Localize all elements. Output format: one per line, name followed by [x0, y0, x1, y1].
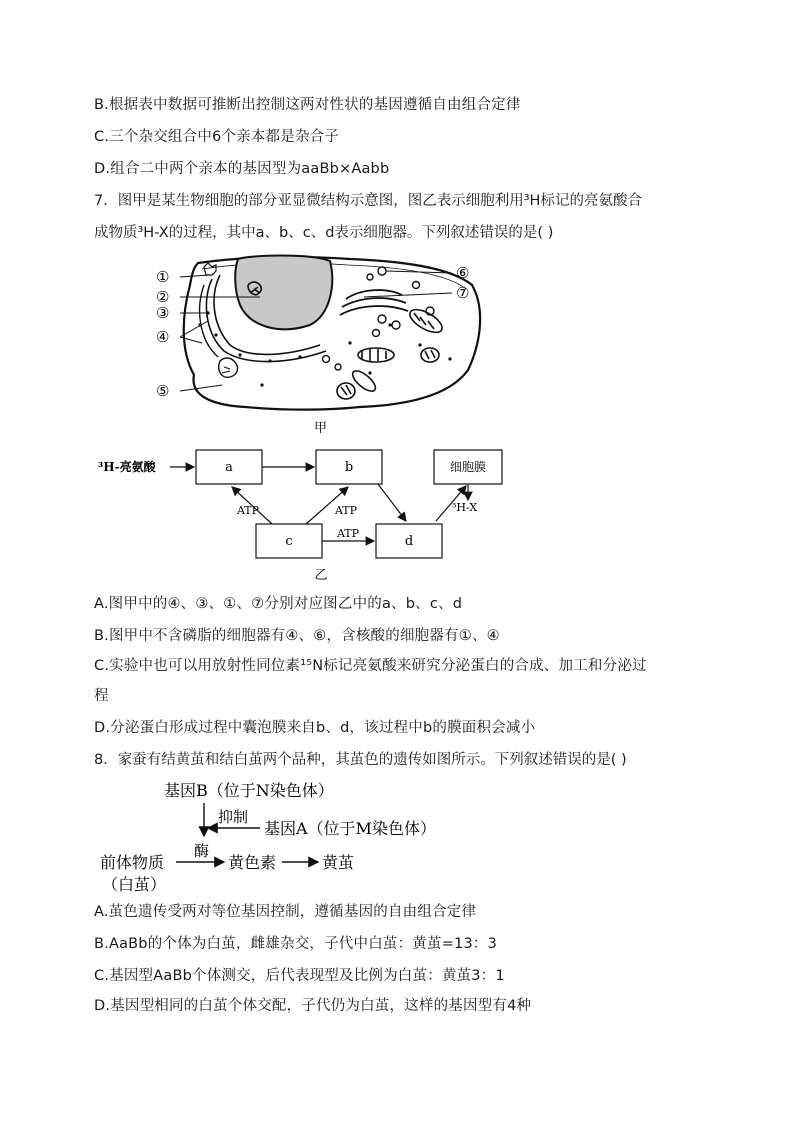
q7-stem-line1: 7．图甲是某生物细胞的部分亚显微结构示意图，图乙表示细胞利用³H标记的亮氨酸合: [94, 193, 642, 209]
gene-b-label: 基因B（位于N染色体）: [164, 781, 334, 800]
label-5: ⑤: [156, 382, 170, 400]
atp-label-ca: ATP: [236, 504, 260, 517]
q8-option-d: D.基因型相同的白茧个体交配，子代仍为白茧，这样的基因型有4种: [94, 998, 532, 1014]
pigment-label: 黄色素: [228, 853, 277, 872]
q8-option-c: C.基因型AaBb个体测交，后代表现型及比例为白茧：黄茧3：1: [94, 968, 505, 984]
label-1: ①: [156, 268, 170, 286]
label-2: ②: [156, 288, 170, 306]
q8-stem: 8．家蚕有结黄茧和结白茧两个品种，其茧色的遗传如图所示。下列叙述错误的是( ): [94, 752, 627, 768]
caption-yi: 乙: [314, 568, 328, 583]
label-4: ④: [156, 328, 170, 346]
q6-option-b: B.根据表中数据可推断出控制这两对性状的基因遵循自由组合定律: [94, 97, 521, 113]
q7-option-c-line2: 程: [94, 688, 109, 704]
box-b-label: b: [344, 460, 354, 475]
cell-diagram-labels: [150, 255, 490, 435]
box-d-label: d: [404, 534, 414, 549]
gene-a-label: 基因A（位于M染色体）: [264, 819, 436, 838]
caption-jia: 甲: [314, 421, 328, 436]
precursor-label: 前体物质: [100, 853, 165, 872]
q7-option-c-line1: C.实验中也可以用放射性同位素¹⁵N标记亮氨酸来研究分泌蛋白的合成、加工和分泌过: [94, 658, 647, 674]
label-7: ⑦: [456, 284, 470, 302]
product-label: ³H-X: [452, 501, 478, 514]
inhibit-label: 抑制: [218, 808, 249, 826]
q7-option-b: B.图甲中不含磷脂的细胞器有④、⑥，含核酸的细胞器有①、④: [94, 628, 500, 644]
secretion-flow-diagram: [96, 448, 516, 588]
atp-label-cb: ATP: [334, 504, 358, 517]
atp-label-cd: ATP: [336, 527, 360, 540]
enzyme-label: 酶: [194, 842, 210, 860]
q7-option-d: D.分泌蛋白形成过程中囊泡膜来自b、d，该过程中b的膜面积会减小: [94, 720, 536, 736]
label-6: ⑥: [456, 264, 470, 282]
box-membrane-label: 细胞膜: [449, 460, 487, 474]
label-3: ③: [156, 304, 170, 322]
yellow-cocoon-label: 黄茧: [322, 853, 355, 872]
q6-option-d: D.组合二中两个亲本的基因型为aaBb×Aabb: [94, 161, 390, 177]
box-a-label: a: [225, 460, 233, 475]
q8-option-a: A.茧色遗传受两对等位基因控制，遵循基因的自由组合定律: [94, 904, 477, 920]
q7-stem-line2: 成物质³H-X的过程，其中a、b、c、d表示细胞器。下列叙述错误的是( ): [94, 225, 554, 241]
cocoon-color-pathway: [96, 776, 456, 894]
white-cocoon-label: （白茧）: [102, 875, 167, 894]
q7-option-a: A.图甲中的④、③、①、⑦分别对应图乙中的a、b、c、d: [94, 596, 463, 612]
box-c-label: c: [285, 534, 293, 549]
start-label: ³H-亮氨酸: [98, 460, 156, 474]
q8-option-b: B.AaBb的个体为白茧，雌雄杂交，子代中白茧：黄茧=13：3: [94, 936, 498, 952]
q6-option-c: C.三个杂交组合中6个亲本都是杂合子: [94, 129, 340, 145]
